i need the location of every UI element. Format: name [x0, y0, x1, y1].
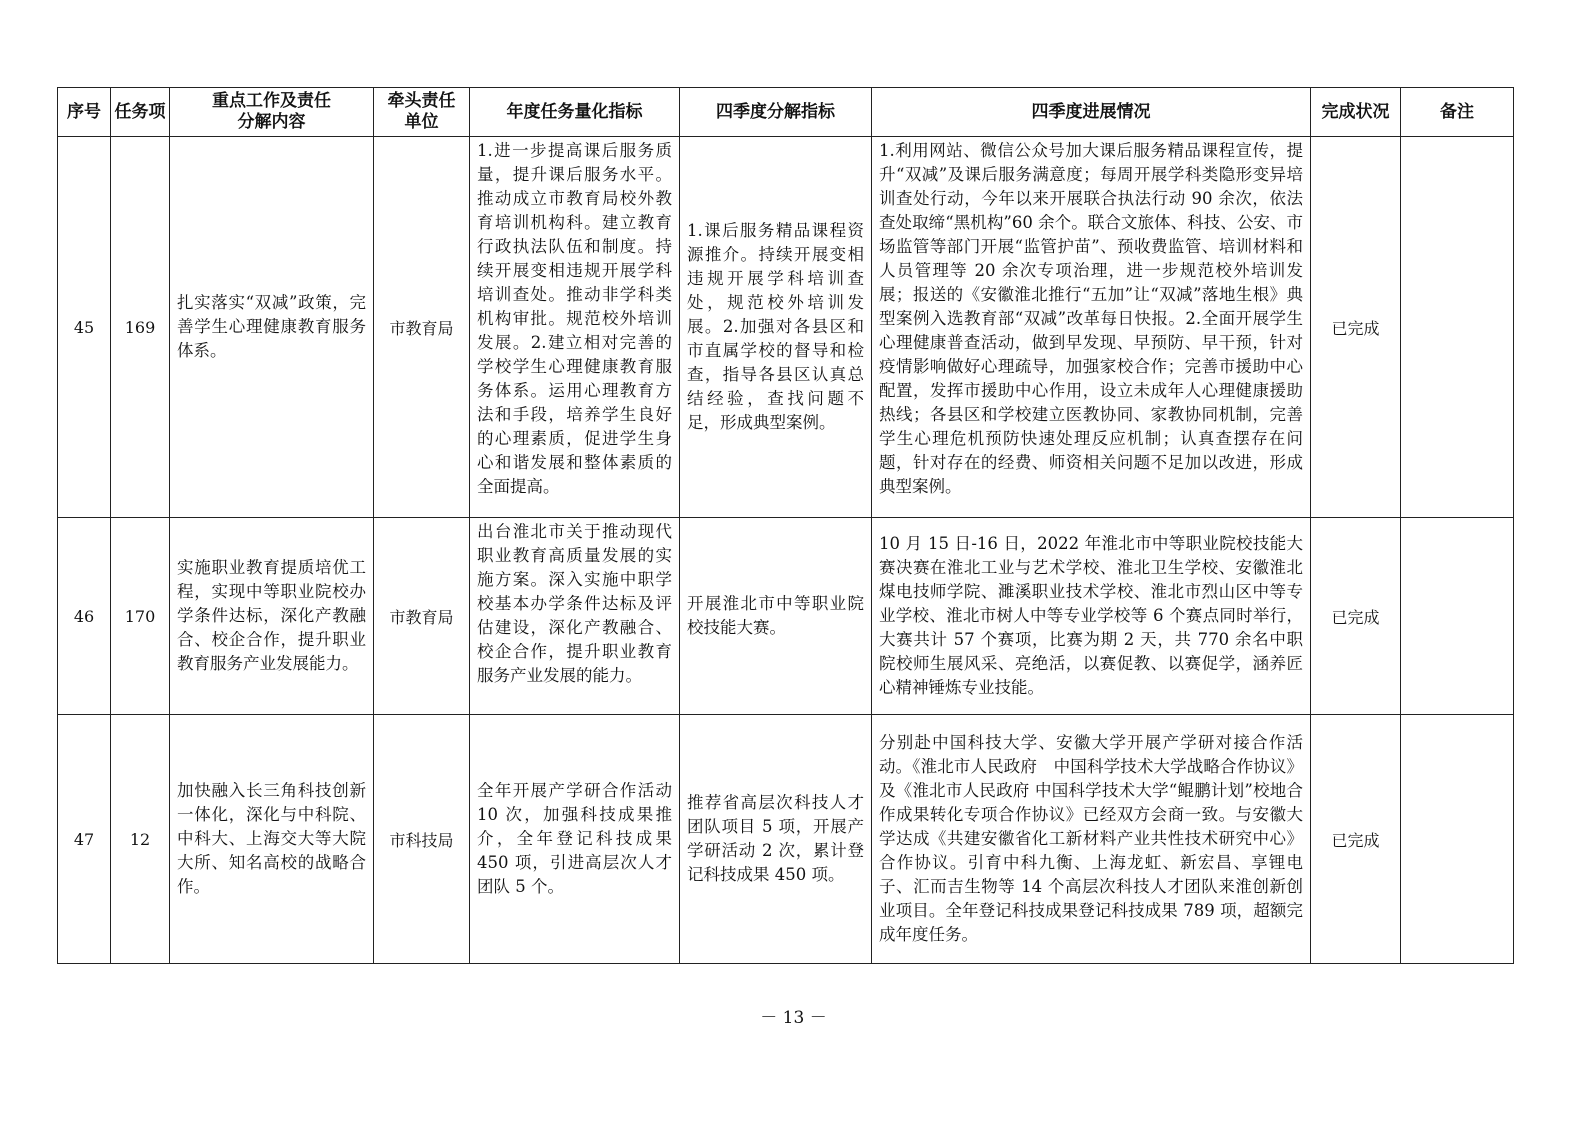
cell-annual-text: 出台淮北市关于推动现代职业教育高质量发展的实施方案。深入实施中职学校基本办学条件达标及评估建设，深化产教融合、校企合作，提升职业教育服务产业发展的能力。: [477, 522, 672, 685]
header-dept: [374, 88, 470, 137]
cell-status: 已完成: [1311, 137, 1401, 518]
cell-content-text: 实施职业教育提质培优工程，实现中等职业院校办学条件达标，深化产教融合、校企合作，提升职业教育服务产业发展能力。: [177, 558, 366, 673]
cell-q4: [680, 715, 872, 964]
cell-content-text: 加快融入长三角科技创新一体化，深化与中科院、中科大、上海交大等大院大所、知名高校的战略合作。: [177, 781, 366, 896]
cell-q4: [680, 137, 872, 518]
header-status: 完成状况: [1311, 88, 1401, 137]
cell-status: 已完成: [1311, 518, 1401, 715]
header-seq: 序号: [58, 88, 111, 137]
cell-task: 12: [111, 715, 170, 964]
cell-dept: 市科技局: [374, 715, 470, 964]
cell-q4-text: 1.课后服务精品课程资源推介。持续开展变相违规开展学科培训查处，规范校外培训发展。2.加强对各县区和市直属学校的督导和检查，指导各县区认真总结经验，查找问题不足，形成典型案例。: [687, 221, 864, 432]
header-annual: 年度任务量化指标: [470, 88, 680, 137]
header-dept-label: 牵头责任单位: [387, 91, 456, 132]
cell-content: [170, 715, 374, 964]
header-progress: 四季度进展情况: [872, 88, 1311, 137]
header-content-label: 重点工作及责任分解内容: [212, 91, 331, 132]
cell-progress: [872, 715, 1311, 964]
progress-table: [57, 87, 1514, 964]
cell-dept: 市教育局: [374, 137, 470, 518]
table-row: [58, 518, 1514, 715]
cell-progress-text: 10 月 15 日-16 日，2022 年淮北市中等职业院校技能大赛决赛在淮北工业与艺术学校、淮北卫生学校、安徽淮北煤电技师学院、濉溪职业技术学校、淮北市烈山区中等专业学校、淮北市树人中等专业学校等 6 个赛点同时举行，大赛共计 57 个赛项，比赛为期 2 天，共 770 余名中职院校师生展风采、亮绝活，以赛促教、以赛促学，涵养匠心精神锤炼专业技能。: [879, 534, 1303, 697]
table-row: [58, 137, 1514, 518]
cell-progress: [872, 137, 1311, 518]
cell-content: [170, 518, 374, 715]
cell-content-text: 扎实落实“双减”政策，完善学生心理健康教育服务体系。: [177, 293, 366, 360]
cell-task: 170: [111, 518, 170, 715]
cell-annual: [470, 715, 680, 964]
page-number: － 13 －: [760, 1008, 827, 1028]
cell-seq: 45: [58, 137, 111, 518]
cell-task: 169: [111, 137, 170, 518]
cell-seq: 46: [58, 518, 111, 715]
header-q4: 四季度分解指标: [680, 88, 872, 137]
header-task: 任务项: [111, 88, 170, 137]
cell-progress-text: 1.利用网站、微信公众号加大课后服务精品课程宣传，提升“双减”及课后服务满意度；每周开展学科类隐形变异培训查处行动，今年以来开展联合执法行动 90 余次，依法查处取缔“黑机构”60 余个。联合文旅体、科技、公安、市场监管等部门开展“监管护苗”、预收费监管、培训材料和人员管理等 20 余次专项治理，进一步规范校外培训发展；报送的《安徽淮北推行“五加”让“双减”落地生根》典型案例入选教育部“双减”改革每日快报。2.全面开展学生心理健康普查活动，做到早发现、早预防、早干预，针对疫情影响做好心理疏导，加强家校合作；完善市援助中心配置，发挥市援助中心作用，设立未成年人心理健康援助热线；各县区和学校建立医教协同、家教协同机制，完善学生心理危机预防快速处理反应机制；认真查摆存在问题，针对存在的经费、师资相关问题不足加以改进，形成典型案例。: [879, 141, 1303, 496]
cell-progress-text: 分别赴中国科技大学、安徽大学开展产学研对接合作活动。《淮北市人民政府 中国科学技术大学战略合作协议》及《淮北市人民政府 中国科学技术大学“鲲鹏计划”校地合作成果转化专项合作协议》已经双方会商一致。与安徽大学达成《共建安徽省化工新材料产业共性技术研究中心》合作协议。引育中科九衡、上海龙虹、新宏昌、享锂电子、汇而吉生物等 14 个高层次科技人才团队来淮创新创业项目。全年登记科技成果登记科技成果 789 项，超额完成年度任务。: [879, 733, 1303, 944]
cell-annual: [470, 137, 680, 518]
cell-note: [1401, 137, 1514, 518]
cell-annual-text: 1.进一步提高课后服务质量，提升课后服务水平。推动成立市教育局校外教育培训机构科。建立教育行政执法队伍和制度。持续开展变相违规开展学科培训查处。推动非学科类机构审批。规范校外培训发展。2.建立相对完善的学校学生心理健康教育服务体系。运用心理教育方法和手段，培养学生良好的心理素质，促进学生身心和谐发展和整体素质的全面提高。: [477, 141, 672, 496]
cell-annual: [470, 518, 680, 715]
cell-q4: [680, 518, 872, 715]
cell-q4-text: 开展淮北市中等职业院校技能大赛。: [687, 594, 864, 637]
cell-note: [1401, 715, 1514, 964]
header-note: 备注: [1401, 88, 1514, 137]
cell-status: 已完成: [1311, 715, 1401, 964]
cell-annual-text: 全年开展产学研合作活动 10 次，加强科技成果推介，全年登记科技成果 450 项，引进高层次人才团队 5 个。: [477, 781, 672, 896]
table-row: [58, 715, 1514, 964]
table-header-row: [58, 88, 1514, 137]
cell-content: [170, 137, 374, 518]
cell-note: [1401, 518, 1514, 715]
cell-q4-text: 推荐省高层次科技人才团队项目 5 项，开展产学研活动 2 次，累计登记科技成果 450 项。: [687, 793, 864, 884]
cell-seq: 47: [58, 715, 111, 964]
cell-dept: 市教育局: [374, 518, 470, 715]
cell-progress: [872, 518, 1311, 715]
header-content: [170, 88, 374, 137]
